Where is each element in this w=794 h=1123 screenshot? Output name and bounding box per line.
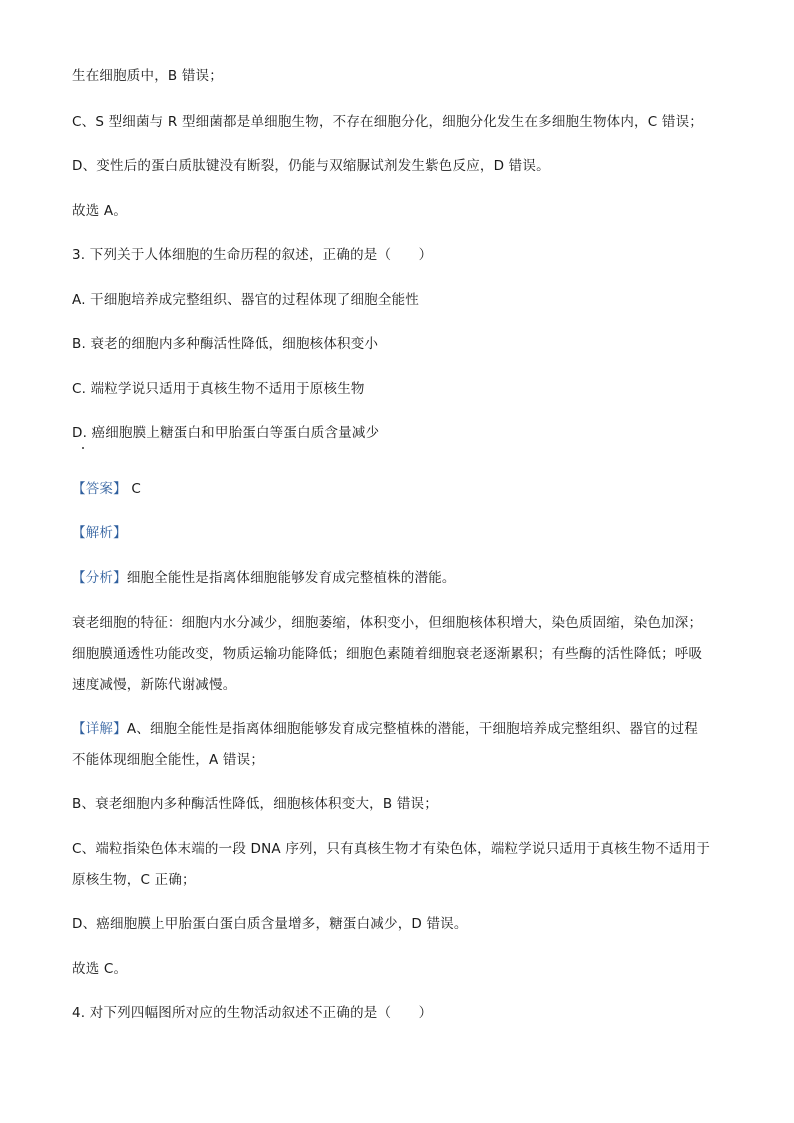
answer-line — [72, 480, 732, 498]
fenxi-text: 细胞全能性是指离体细胞能够发育成完整植株的潜能。 — [126, 570, 456, 586]
text-line: 故选 C。 — [72, 961, 128, 977]
text-line: 故选 A。 — [72, 203, 128, 219]
text-line: 速度减慢，新陈代谢减慢。 — [72, 677, 237, 693]
stray-mark — [82, 447, 84, 449]
text-line: 细胞膜通透性功能改变，物质运输功能降低；细胞色素随着细胞衰老逐渐累积；有些酶的活性降低；呼吸 — [72, 646, 703, 662]
fenxi-tag: 【分析】 — [72, 570, 127, 586]
text-line: D、变性后的蛋白质肽键没有断裂，仍能与双缩脲试剂发生紫色反应，D 错误。 — [72, 158, 550, 174]
text-line: 衰老细胞的特征：细胞内水分减少，细胞萎缩，体积变小，但细胞核体积增大，染色质固缩，染色加深； — [72, 615, 703, 631]
question-3: 3. 下列关于人体细胞的生命历程的叙述，正确的是（ ） — [72, 247, 433, 263]
xiangjie-line — [72, 720, 732, 738]
xiangjie-tag: 【详解】 — [72, 721, 127, 737]
analysis-line — [72, 524, 732, 542]
text-line: D、癌细胞膜上甲胎蛋白蛋白质含量增多，糖蛋白减少，D 错误。 — [72, 916, 468, 932]
option-d: D. 癌细胞膜上糖蛋白和甲胎蛋白等蛋白质含量减少 — [72, 425, 380, 441]
text-line: 原核生物，C 正确； — [72, 872, 196, 888]
analysis-tag: 【解析】 — [72, 525, 127, 541]
option-c: C. 端粒学说只适用于真核生物不适用于原核生物 — [72, 381, 365, 397]
text-line: C、端粒指染色体末端的一段 DNA 序列，只有真核生物才有染色体，端粒学说只适用于真核生物不适用于 — [72, 841, 711, 857]
text-line: 不能体现细胞全能性，A 错误； — [72, 752, 265, 768]
answer-value: C — [131, 481, 141, 497]
fenxi-line — [72, 569, 732, 587]
option-a: A. 干细胞培养成完整组织、器官的过程体现了细胞全能性 — [72, 292, 419, 308]
xiangjie-text: A、细胞全能性是指离体细胞能够发育成完整植株的潜能，干细胞培养成完整组织、器官的过程 — [126, 721, 698, 737]
question-4: 4. 对下列四幅图所对应的生物活动叙述不正确的是（ ） — [72, 1005, 433, 1021]
text-line: C、S 型细菌与 R 型细菌都是单细胞生物，不存在细胞分化，细胞分化发生在多细胞生物体内，C 错误； — [72, 114, 703, 130]
text-line: B、衰老细胞内多种酶活性降低，细胞核体积变大，B 错误； — [72, 796, 438, 812]
answer-tag: 【答案】 — [72, 481, 127, 497]
option-b: B. 衰老的细胞内多种酶活性降低，细胞核体积变小 — [72, 336, 379, 352]
text-line: 生在细胞质中，B 错误； — [72, 68, 223, 84]
